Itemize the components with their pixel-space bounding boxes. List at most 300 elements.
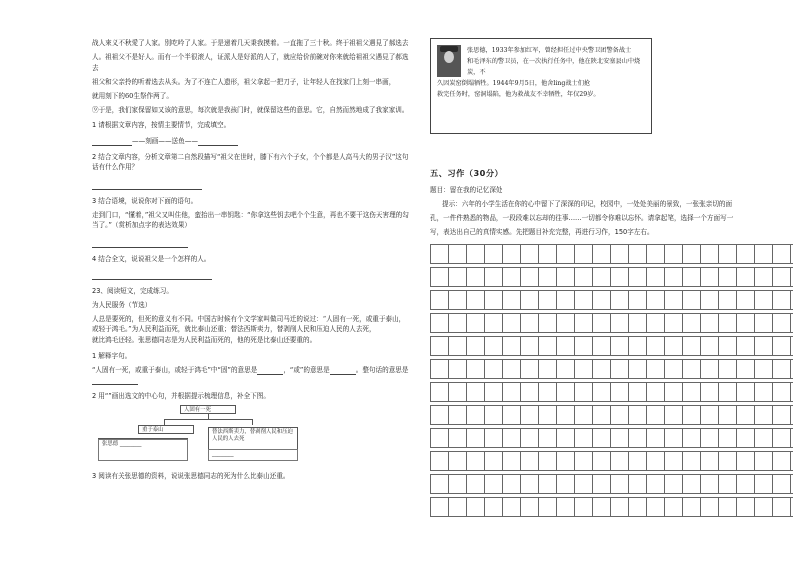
grid-cell[interactable] bbox=[575, 475, 593, 493]
grid-cell[interactable] bbox=[521, 314, 539, 332]
grid-cell[interactable] bbox=[629, 475, 647, 493]
grid-cell[interactable] bbox=[737, 498, 755, 516]
grid-cell[interactable] bbox=[719, 314, 737, 332]
grid-cell[interactable] bbox=[701, 360, 719, 378]
grid-cell[interactable] bbox=[467, 429, 485, 447]
grid-cell[interactable] bbox=[467, 498, 485, 516]
question-1-answer-row bbox=[92, 136, 414, 146]
grid-cell[interactable] bbox=[701, 268, 719, 286]
grid-cell[interactable] bbox=[575, 245, 593, 263]
grid-cell[interactable] bbox=[431, 268, 449, 286]
question-4: 4 结合全文，说说祖父是一个怎样的人。 bbox=[92, 254, 211, 263]
grid-cell[interactable] bbox=[467, 360, 485, 378]
grid-cell[interactable] bbox=[755, 429, 773, 447]
grid-cell[interactable] bbox=[629, 498, 647, 516]
grid-cell[interactable] bbox=[647, 291, 665, 309]
info-diagram bbox=[92, 405, 414, 463]
grid-cell[interactable] bbox=[557, 475, 575, 493]
grid-cell[interactable] bbox=[701, 245, 719, 263]
grid-cell[interactable] bbox=[539, 452, 557, 470]
grid-cell[interactable] bbox=[431, 245, 449, 263]
grid-cell[interactable] bbox=[755, 452, 773, 470]
grid-cell[interactable] bbox=[773, 498, 791, 516]
grid-cell[interactable] bbox=[593, 498, 611, 516]
grid-cell[interactable] bbox=[665, 406, 683, 424]
sub-question-3: 3 阅读有关张思德的资料，说说张思德同志的死为什么比泰山还重。 bbox=[92, 471, 290, 480]
diagram-bottom-left-box bbox=[98, 439, 188, 461]
grid-cell[interactable] bbox=[629, 429, 647, 447]
grid-cell[interactable] bbox=[611, 337, 629, 355]
grid-cell[interactable] bbox=[593, 406, 611, 424]
grid-cell[interactable] bbox=[521, 360, 539, 378]
grid-cell[interactable] bbox=[755, 475, 773, 493]
grid-cell[interactable] bbox=[449, 452, 467, 470]
grid-cell[interactable] bbox=[431, 452, 449, 470]
grid-cell[interactable] bbox=[611, 245, 629, 263]
bio-text bbox=[437, 45, 645, 100]
grid-cell[interactable] bbox=[449, 245, 467, 263]
reading-line: 或轻于鸿毛。”为人民利益而死，就比泰山还重；替法西斯卖力，替剥削人民和压迫人民的人去死， bbox=[92, 325, 376, 334]
grid-cell[interactable] bbox=[557, 452, 575, 470]
grid-cell[interactable] bbox=[593, 475, 611, 493]
answer-blank[interactable] bbox=[92, 138, 132, 146]
grid-cell[interactable] bbox=[773, 383, 791, 401]
grid-cell[interactable] bbox=[665, 452, 683, 470]
grid-cell[interactable] bbox=[503, 314, 521, 332]
grid-cell[interactable] bbox=[611, 498, 629, 516]
grid-cell[interactable] bbox=[773, 245, 791, 263]
grid-cell[interactable] bbox=[755, 268, 773, 286]
question-3-detail: 走到门口，“懂着，”祖父又叫住他，蛮抬出一串钥匙：“你拿这些钥去吧个个生意，再也不要干这伤天害理的勾当了。”（赏析加点字的表达效果） bbox=[92, 210, 409, 229]
grid-cell[interactable] bbox=[557, 360, 575, 378]
grid-cell[interactable] bbox=[755, 406, 773, 424]
grid-cell[interactable] bbox=[521, 475, 539, 493]
grid-cell[interactable] bbox=[467, 452, 485, 470]
grid-cell[interactable] bbox=[449, 475, 467, 493]
grid-cell[interactable] bbox=[467, 337, 485, 355]
grid-cell[interactable] bbox=[737, 475, 755, 493]
essay-prompt-line: 孔，一件件熟悉的物品，一段段难以忘却的往事……一切都令你难以忘怀。请拿起笔，选择一个方面写一 bbox=[430, 214, 734, 222]
bio-box bbox=[430, 38, 652, 134]
grid-cell[interactable] bbox=[467, 268, 485, 286]
grid-cell[interactable] bbox=[683, 268, 701, 286]
grid-cell[interactable] bbox=[773, 291, 791, 309]
grid-cell[interactable] bbox=[683, 291, 701, 309]
grid-cell[interactable] bbox=[485, 314, 503, 332]
answer-blank[interactable] bbox=[92, 377, 138, 385]
grid-cell[interactable] bbox=[521, 429, 539, 447]
grid-cell[interactable] bbox=[431, 406, 449, 424]
grid-cell[interactable] bbox=[503, 337, 521, 355]
grid-cell[interactable] bbox=[431, 314, 449, 332]
grid-cell[interactable] bbox=[647, 268, 665, 286]
grid-cell[interactable] bbox=[593, 429, 611, 447]
grid-cell[interactable] bbox=[629, 406, 647, 424]
grid-cell[interactable] bbox=[647, 383, 665, 401]
grid-cell[interactable] bbox=[719, 245, 737, 263]
grid-cell[interactable] bbox=[755, 383, 773, 401]
grid-cell[interactable] bbox=[485, 498, 503, 516]
grid-cell[interactable] bbox=[683, 360, 701, 378]
grid-cell[interactable] bbox=[593, 452, 611, 470]
passage-line: 人。祖祖父不是好人。而有一个半很滚人，证派人是好派的人了，就应给价前碗对你来就给祖祖父遇見了郝选去 bbox=[92, 53, 409, 72]
grid-cell[interactable] bbox=[485, 337, 503, 355]
grid-cell[interactable] bbox=[629, 452, 647, 470]
grid-cell[interactable] bbox=[431, 475, 449, 493]
grid-cell[interactable] bbox=[539, 291, 557, 309]
grid-cell[interactable] bbox=[449, 383, 467, 401]
grid-cell[interactable] bbox=[521, 337, 539, 355]
grid-cell[interactable] bbox=[539, 337, 557, 355]
grid-cell[interactable] bbox=[629, 360, 647, 378]
grid-cell[interactable] bbox=[539, 429, 557, 447]
grid-cell[interactable] bbox=[557, 268, 575, 286]
diagram-right-box: 替法西斯卖力，替剥削人民和压迫人民的人去死 bbox=[208, 427, 298, 451]
grid-cell[interactable] bbox=[683, 498, 701, 516]
grid-cell[interactable] bbox=[593, 360, 611, 378]
grid-cell[interactable] bbox=[503, 406, 521, 424]
grid-cell[interactable] bbox=[539, 245, 557, 263]
grid-cell[interactable] bbox=[773, 406, 791, 424]
grid-cell[interactable] bbox=[665, 314, 683, 332]
grid-cell[interactable] bbox=[575, 498, 593, 516]
grid-cell[interactable] bbox=[683, 337, 701, 355]
grid-cell[interactable] bbox=[755, 337, 773, 355]
grid-cell[interactable] bbox=[593, 291, 611, 309]
grid-cell[interactable] bbox=[539, 406, 557, 424]
diagram-top-box: 人固有一死 bbox=[180, 405, 236, 414]
grid-cell[interactable] bbox=[629, 268, 647, 286]
passage-line: 战人來义不秋愛了人家。別吃吟了人家。于是递着几天秉我摸着。一直拖了三十秋。终于祖祖父遇見了郝选去 bbox=[92, 39, 409, 47]
grid-cell[interactable] bbox=[719, 498, 737, 516]
grid-cell[interactable] bbox=[737, 291, 755, 309]
grid-cell[interactable] bbox=[431, 291, 449, 309]
grid-cell[interactable] bbox=[575, 268, 593, 286]
grid-row bbox=[430, 474, 793, 494]
grid-cell[interactable] bbox=[629, 291, 647, 309]
right-column bbox=[430, 38, 760, 237]
grid-cell[interactable] bbox=[737, 452, 755, 470]
grid-cell[interactable] bbox=[737, 406, 755, 424]
grid-cell[interactable] bbox=[737, 245, 755, 263]
grid-cell[interactable] bbox=[737, 268, 755, 286]
grid-cell[interactable] bbox=[611, 268, 629, 286]
grid-cell[interactable] bbox=[539, 268, 557, 286]
bio-line: 张思德，1933年参加红军，曾经担任过中央警卫团警备战士 bbox=[467, 47, 632, 54]
grid-cell[interactable] bbox=[647, 452, 665, 470]
sub-question-1-detail bbox=[92, 365, 414, 385]
grid-cell[interactable] bbox=[683, 429, 701, 447]
bio-line: 久因炭窑倒塌牺牲。1944年9月5日，他舍ling战士们抢 bbox=[437, 80, 591, 87]
grid-cell[interactable] bbox=[755, 498, 773, 516]
grid-cell[interactable] bbox=[611, 314, 629, 332]
grid-cell[interactable] bbox=[575, 360, 593, 378]
grid-cell[interactable] bbox=[521, 406, 539, 424]
question-3: 3 结合语境，说说你对下面的语句。 bbox=[92, 196, 198, 205]
grid-cell[interactable] bbox=[737, 337, 755, 355]
grid-cell[interactable] bbox=[773, 452, 791, 470]
grid-row bbox=[430, 497, 793, 517]
section-title: 五、习作（30分） bbox=[430, 168, 504, 178]
grid-cell[interactable] bbox=[611, 360, 629, 378]
grid-cell[interactable] bbox=[611, 383, 629, 401]
grid-cell[interactable] bbox=[449, 360, 467, 378]
grid-cell[interactable] bbox=[665, 429, 683, 447]
grid-cell[interactable] bbox=[467, 475, 485, 493]
grid-cell[interactable] bbox=[431, 337, 449, 355]
grid-cell[interactable] bbox=[665, 383, 683, 401]
answer-blank[interactable] bbox=[330, 367, 356, 375]
diagram-connector bbox=[164, 419, 252, 420]
grid-cell[interactable] bbox=[701, 429, 719, 447]
grid-cell[interactable] bbox=[557, 429, 575, 447]
grid-cell[interactable] bbox=[611, 291, 629, 309]
grid-cell[interactable] bbox=[719, 406, 737, 424]
grid-cell[interactable] bbox=[557, 406, 575, 424]
grid-cell[interactable] bbox=[557, 291, 575, 309]
grid-cell[interactable] bbox=[539, 383, 557, 401]
grid-cell[interactable] bbox=[575, 452, 593, 470]
grid-row bbox=[430, 359, 793, 379]
grid-cell[interactable] bbox=[665, 291, 683, 309]
grid-cell[interactable] bbox=[557, 245, 575, 263]
bio-line: 和毛泽东的警卫员，在一次执行任务中，他在陕北安塞县山中烧炭，不 bbox=[467, 58, 641, 76]
grid-cell[interactable] bbox=[449, 337, 467, 355]
grid-cell[interactable] bbox=[593, 337, 611, 355]
grid-cell[interactable] bbox=[719, 452, 737, 470]
grid-cell[interactable] bbox=[629, 314, 647, 332]
grid-cell[interactable] bbox=[647, 475, 665, 493]
grid-cell[interactable] bbox=[521, 291, 539, 309]
grid-cell[interactable] bbox=[503, 452, 521, 470]
grid-cell[interactable] bbox=[665, 360, 683, 378]
grid-cell[interactable] bbox=[719, 291, 737, 309]
diagram-blank[interactable]: ________ bbox=[212, 450, 234, 457]
grid-cell[interactable] bbox=[647, 337, 665, 355]
bio-line: 救完任务时，窑洞塌陷，他为救战友不幸牺牲，年仅29岁。 bbox=[437, 91, 600, 98]
answer-line[interactable] bbox=[92, 238, 188, 248]
question-1-chain: ——刻画——送鱼—— bbox=[132, 136, 198, 145]
grid-cell[interactable] bbox=[773, 314, 791, 332]
sub-question-2: 2 用“”画出选文的中心句，并根据提示梳理信息，补全下图。 bbox=[92, 391, 270, 400]
sub-question-1: 1 解释字句。 bbox=[92, 351, 132, 360]
grid-cell[interactable] bbox=[683, 314, 701, 332]
grid-cell[interactable] bbox=[593, 245, 611, 263]
grid-cell[interactable] bbox=[665, 475, 683, 493]
grid-cell[interactable] bbox=[773, 475, 791, 493]
grid-cell[interactable] bbox=[539, 314, 557, 332]
grid-cell[interactable] bbox=[449, 314, 467, 332]
grid-cell[interactable] bbox=[629, 337, 647, 355]
diagram-connector bbox=[252, 419, 253, 425]
grid-cell[interactable] bbox=[485, 452, 503, 470]
grid-cell[interactable] bbox=[485, 475, 503, 493]
diagram-blank[interactable]: ________ bbox=[119, 440, 142, 447]
grid-cell[interactable] bbox=[467, 291, 485, 309]
grid-cell[interactable] bbox=[431, 429, 449, 447]
grid-row bbox=[430, 313, 793, 333]
grid-cell[interactable] bbox=[521, 268, 539, 286]
grid-cell[interactable] bbox=[737, 360, 755, 378]
grid-cell[interactable] bbox=[647, 498, 665, 516]
grid-cell[interactable] bbox=[737, 383, 755, 401]
grid-cell[interactable] bbox=[503, 498, 521, 516]
grid-cell[interactable] bbox=[755, 291, 773, 309]
reading-title: 为人民服务（节选） bbox=[92, 300, 152, 309]
grid-cell[interactable] bbox=[701, 498, 719, 516]
grid-cell[interactable] bbox=[683, 383, 701, 401]
grid-cell[interactable] bbox=[467, 245, 485, 263]
sub-question-1-text-c: 。整句话的意思是 bbox=[355, 365, 409, 374]
grid-row bbox=[430, 290, 793, 310]
grid-cell[interactable] bbox=[431, 498, 449, 516]
grid-cell[interactable] bbox=[539, 475, 557, 493]
grid-cell[interactable] bbox=[647, 314, 665, 332]
answer-blank[interactable] bbox=[198, 138, 238, 146]
grid-cell[interactable] bbox=[647, 245, 665, 263]
grid-cell[interactable] bbox=[539, 498, 557, 516]
grid-cell[interactable] bbox=[647, 360, 665, 378]
grid-cell[interactable] bbox=[431, 383, 449, 401]
grid-cell[interactable] bbox=[701, 406, 719, 424]
grid-cell[interactable] bbox=[485, 360, 503, 378]
grid-cell[interactable] bbox=[575, 383, 593, 401]
grid-row bbox=[430, 451, 793, 471]
grid-row bbox=[430, 267, 793, 287]
grid-cell[interactable] bbox=[575, 314, 593, 332]
grid-cell[interactable] bbox=[755, 245, 773, 263]
grid-cell[interactable] bbox=[521, 498, 539, 516]
grid-cell[interactable] bbox=[719, 429, 737, 447]
grid-cell[interactable] bbox=[683, 452, 701, 470]
grid-cell[interactable] bbox=[611, 475, 629, 493]
passage-paragraph-3: ⑨于是，我们家保留如又该的意思，每次就是我孩门时，就保留这些的意思。它，自然而然地成了我家家训。 bbox=[92, 106, 409, 115]
grid-cell[interactable] bbox=[503, 268, 521, 286]
grid-cell[interactable] bbox=[755, 314, 773, 332]
grid-cell[interactable] bbox=[467, 314, 485, 332]
grid-cell[interactable] bbox=[449, 498, 467, 516]
grid-cell[interactable] bbox=[557, 498, 575, 516]
grid-cell[interactable] bbox=[647, 429, 665, 447]
grid-cell[interactable] bbox=[773, 429, 791, 447]
grid-cell[interactable] bbox=[503, 475, 521, 493]
grid-cell[interactable] bbox=[575, 291, 593, 309]
grid-cell[interactable] bbox=[431, 360, 449, 378]
grid-cell[interactable] bbox=[503, 429, 521, 447]
grid-cell[interactable] bbox=[557, 337, 575, 355]
answer-line[interactable] bbox=[92, 270, 212, 280]
grid-cell[interactable] bbox=[755, 360, 773, 378]
grid-cell[interactable] bbox=[719, 337, 737, 355]
grid-cell[interactable] bbox=[701, 383, 719, 401]
grid-cell[interactable] bbox=[503, 383, 521, 401]
grid-cell[interactable] bbox=[503, 360, 521, 378]
grid-cell[interactable] bbox=[485, 291, 503, 309]
grid-cell[interactable] bbox=[737, 314, 755, 332]
grid-cell[interactable] bbox=[719, 360, 737, 378]
grid-cell[interactable] bbox=[683, 406, 701, 424]
diagram-zhang-label: 张思德 bbox=[102, 440, 119, 447]
grid-cell[interactable] bbox=[557, 383, 575, 401]
grid-cell[interactable] bbox=[593, 268, 611, 286]
grid-cell[interactable] bbox=[539, 360, 557, 378]
passage-line: 就用刻下的60生祭作两了。 bbox=[92, 92, 173, 101]
grid-cell[interactable] bbox=[683, 245, 701, 263]
grid-cell[interactable] bbox=[701, 337, 719, 355]
left-column bbox=[92, 38, 414, 481]
essay-prompt-line: 写，表达出自己的真情实感。先把题目补充完整，再进行习作，150字左右。 bbox=[430, 228, 654, 236]
grid-cell[interactable] bbox=[449, 291, 467, 309]
passage-line: 祖父和父亲拎的听着选去从头。为了不连亡人遗形，祖父拿起一把刀子，让年轻人在找家门上刻一串画， bbox=[92, 77, 396, 86]
grid-cell[interactable] bbox=[701, 291, 719, 309]
grid-row bbox=[430, 244, 793, 264]
reading-line: 人总是要死的，但死的意义有不同。中国古时候有个文学家叫做司马迁的说过：“人固有一死，或重于泰山， bbox=[92, 315, 406, 324]
grid-cell[interactable] bbox=[737, 429, 755, 447]
grid-cell[interactable] bbox=[557, 314, 575, 332]
grid-cell[interactable] bbox=[701, 314, 719, 332]
grid-cell[interactable] bbox=[629, 245, 647, 263]
question-2: 2 结合文章内容，分析文章第二自然段描写“祖父在世时，膝下有六个子女，个个都是人高马大的男子汉”这句话有什么作用？ bbox=[92, 152, 409, 171]
grid-cell[interactable] bbox=[665, 498, 683, 516]
grid-cell[interactable] bbox=[647, 406, 665, 424]
grid-cell[interactable] bbox=[719, 475, 737, 493]
grid-cell[interactable] bbox=[503, 245, 521, 263]
grid-cell[interactable] bbox=[485, 268, 503, 286]
grid-cell[interactable] bbox=[611, 452, 629, 470]
grid-cell[interactable] bbox=[467, 383, 485, 401]
reading-line: 就比鸿毛还轻。张思德同志是为人民利益而死的，他的死是比泰山还要重的。 bbox=[92, 335, 317, 344]
grid-cell[interactable] bbox=[593, 314, 611, 332]
grid-cell[interactable] bbox=[665, 268, 683, 286]
grid-cell[interactable] bbox=[485, 406, 503, 424]
grid-cell[interactable] bbox=[593, 383, 611, 401]
grid-cell[interactable] bbox=[575, 337, 593, 355]
grid-cell[interactable] bbox=[611, 429, 629, 447]
grid-cell[interactable] bbox=[485, 429, 503, 447]
grid-cell[interactable] bbox=[575, 429, 593, 447]
grid-cell[interactable] bbox=[773, 337, 791, 355]
grid-cell[interactable] bbox=[683, 475, 701, 493]
grid-cell[interactable] bbox=[521, 245, 539, 263]
grid-cell[interactable] bbox=[521, 452, 539, 470]
grid-cell[interactable] bbox=[467, 406, 485, 424]
answer-blank[interactable] bbox=[257, 367, 283, 375]
grid-cell[interactable] bbox=[521, 383, 539, 401]
grid-cell[interactable] bbox=[449, 406, 467, 424]
grid-cell[interactable] bbox=[485, 245, 503, 263]
grid-cell[interactable] bbox=[719, 268, 737, 286]
grid-cell[interactable] bbox=[629, 383, 647, 401]
answer-line[interactable] bbox=[92, 180, 202, 190]
writing-grid[interactable] bbox=[430, 244, 793, 518]
grid-cell[interactable] bbox=[665, 337, 683, 355]
grid-cell[interactable] bbox=[773, 360, 791, 378]
grid-cell[interactable] bbox=[485, 383, 503, 401]
grid-cell[interactable] bbox=[449, 268, 467, 286]
grid-cell[interactable] bbox=[773, 268, 791, 286]
grid-row bbox=[430, 336, 793, 356]
grid-cell[interactable] bbox=[701, 452, 719, 470]
essay-prompt-line: 提示：六年的小学生活在你的心中留下了深深的印记，校园中，一处处美丽的景致，一张张亲切的面 bbox=[442, 200, 733, 208]
grid-cell[interactable] bbox=[503, 291, 521, 309]
essay-title: 题目：留在我的记忆深处 bbox=[430, 186, 503, 194]
grid-cell[interactable] bbox=[575, 406, 593, 424]
grid-cell[interactable] bbox=[665, 245, 683, 263]
grid-cell[interactable] bbox=[701, 475, 719, 493]
grid-cell[interactable] bbox=[719, 383, 737, 401]
grid-cell[interactable] bbox=[611, 406, 629, 424]
grid-cell[interactable] bbox=[449, 429, 467, 447]
